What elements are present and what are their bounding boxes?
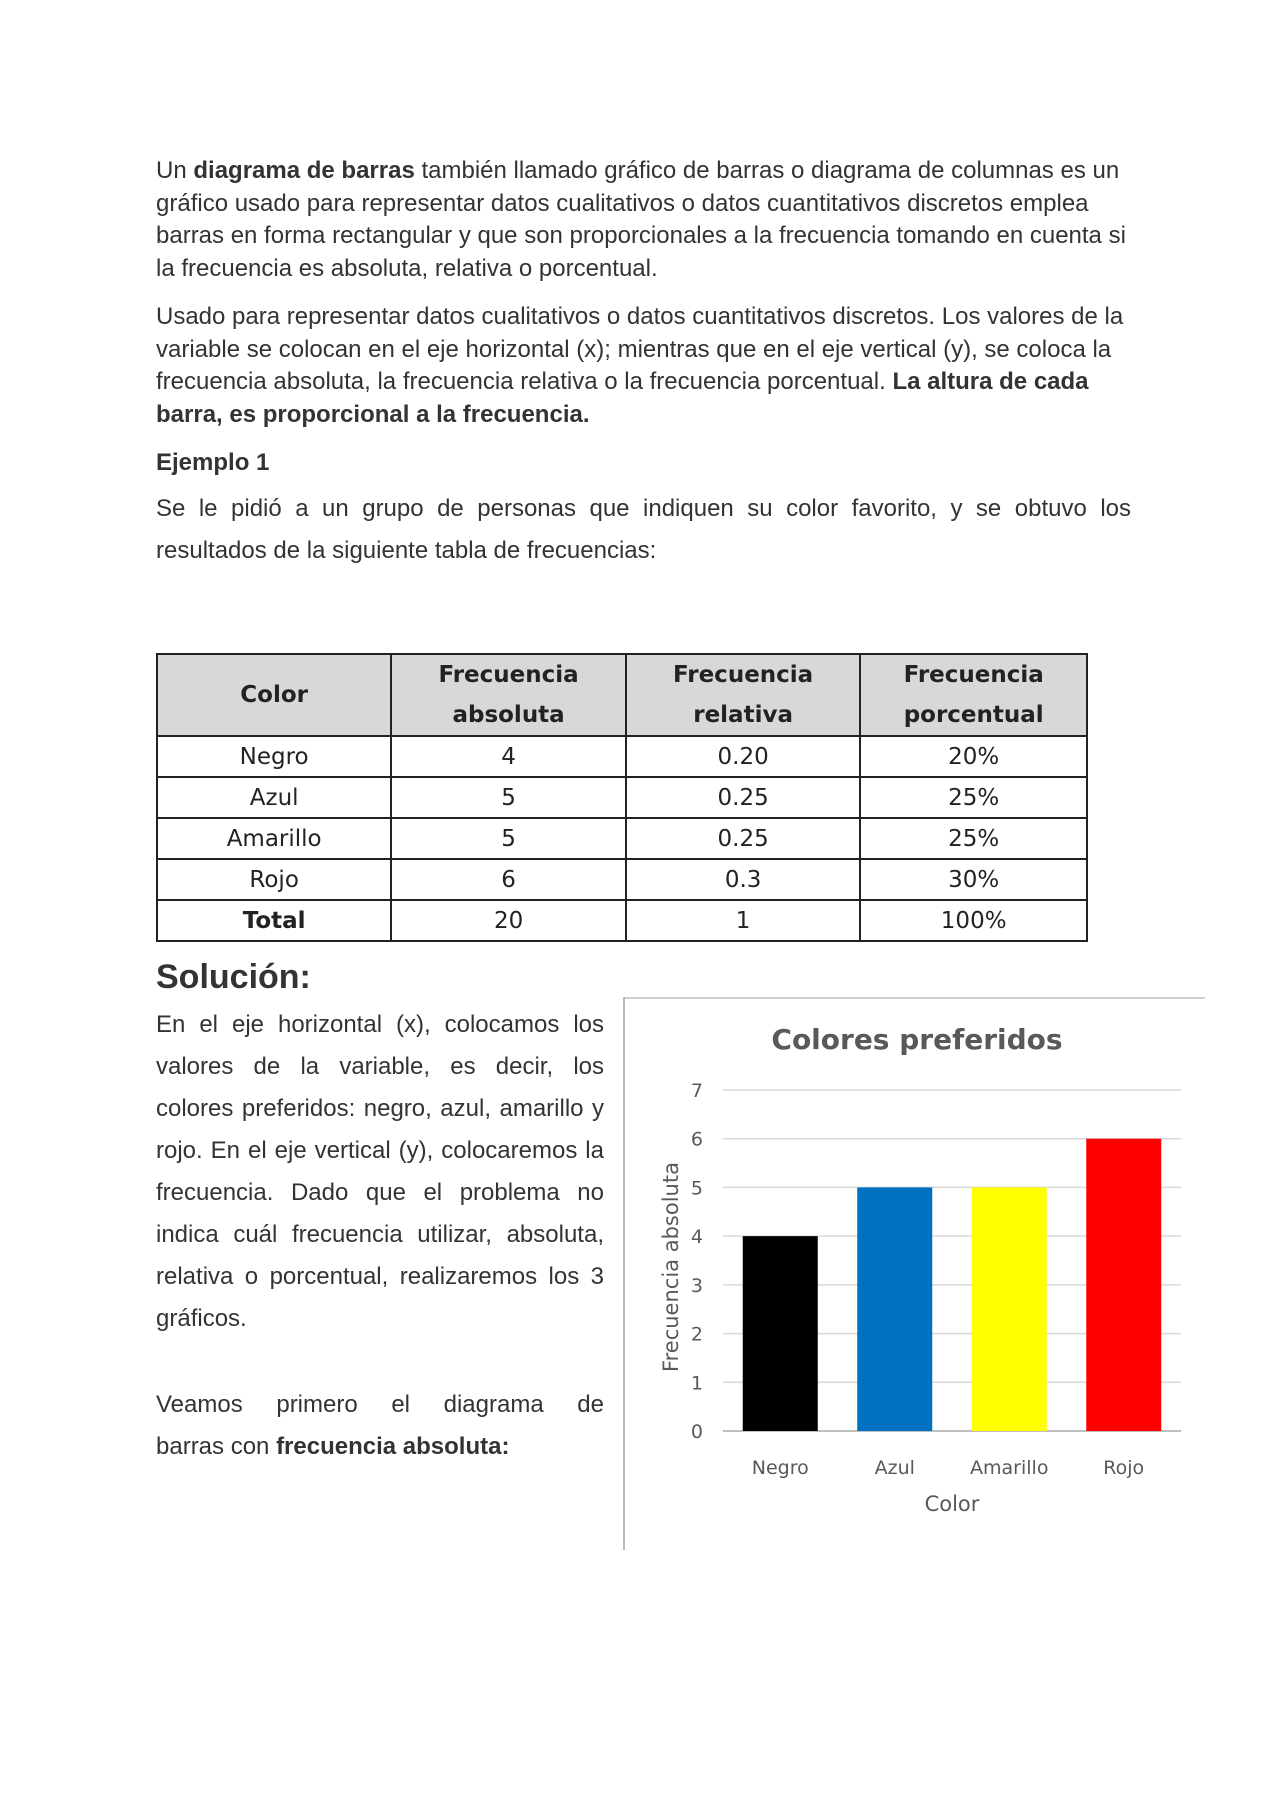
table-cell: 0.25 (626, 777, 861, 818)
table-cell: 20% (860, 736, 1087, 777)
table-header-absolute: Frecuencia absoluta (391, 654, 626, 736)
table-cell: Negro (157, 736, 391, 777)
table-header-percent: Frecuencia porcentual (860, 654, 1087, 736)
solution-title: Solución: (156, 958, 311, 996)
table-cell: 0.3 (626, 859, 861, 900)
table-cell: 5 (391, 777, 626, 818)
example-statement-line-1: Se le pidió a un grupo de personas que indiquen su color favorito, y se obtuvo los (156, 495, 1131, 522)
bar-rojo (1086, 1139, 1161, 1431)
intro-text-rest: también llamado gráfico de barras o diagrama de columnas es un gráfico usado para representar datos cualitativos o datos cuantitativos discretos emplea barras en forma rectangular y que son proporcionales a la frecuencia tomando en cuenta si la frecuencia es absoluta, relativa o porcentual. (156, 157, 1126, 282)
y-tick-label: 3 (690, 1274, 703, 1297)
y-tick-label: 2 (690, 1323, 703, 1346)
solution-next-paragraph (156, 1384, 604, 1468)
table-cell: Rojo (157, 859, 391, 900)
intro-paragraph-2 (156, 301, 1131, 431)
table-cell: 0.20 (626, 736, 861, 777)
table-total-absolute: 20 (391, 900, 626, 941)
example-title: Ejemplo 1 (156, 449, 270, 476)
table-total-percent: 100% (860, 900, 1087, 941)
table-cell: 6 (391, 859, 626, 900)
table-cell: 4 (391, 736, 626, 777)
y-tick-label: 1 (690, 1372, 703, 1395)
solution-paragraph: En el eje horizontal (x), colocamos los valores de la variable, es decir, los colores preferidos: negro, azul, amarillo y rojo. En el eje vertical (y), colocaremos la frecuencia. Dado que el problema no indica cuál frecuencia utilizar, absoluta, relativa o porcentual, realizaremos los 3 gráficos. (156, 1011, 604, 1332)
x-tick-label: Azul (874, 1457, 915, 1479)
chart-x-axis-label: Color (924, 1492, 980, 1516)
table-header-relative: Frecuencia relativa (626, 654, 861, 736)
y-tick-label: 7 (690, 1080, 703, 1102)
bar-azul (857, 1187, 932, 1431)
y-tick-label: 4 (690, 1226, 703, 1249)
usage-bold-statement: La altura de cada barra, es proporcional a la frecuencia. (156, 368, 1089, 428)
table-cell: 5 (391, 818, 626, 859)
table-cell: 25% (860, 777, 1087, 818)
example-statement (156, 488, 1131, 572)
table-row (157, 859, 1087, 900)
table-cell: 0.25 (626, 818, 861, 859)
example-statement-line-2: resultados de la siguiente tabla de frecuencias: (156, 537, 657, 564)
y-tick-label: 0 (690, 1421, 703, 1443)
table-total-label: Total (157, 900, 391, 941)
solution-next-text: barras con (156, 1433, 277, 1460)
bar-chart (623, 997, 1205, 1550)
table-header-row (157, 654, 1087, 736)
table-total-relative: 1 (626, 900, 861, 941)
table-cell: Azul (157, 777, 391, 818)
intro-paragraph-1 (156, 155, 1131, 285)
chart-y-axis-label: Frecuencia absoluta (659, 1162, 683, 1372)
x-tick-label: Amarillo (970, 1457, 1049, 1479)
chart-title: Colores preferidos (771, 1023, 1063, 1056)
table-cell: Amarillo (157, 818, 391, 859)
table-row (157, 818, 1087, 859)
table-cell: 30% (860, 859, 1087, 900)
table-cell: 25% (860, 818, 1087, 859)
chart-x-ticks (752, 1457, 1144, 1479)
table-total-row (157, 900, 1087, 941)
frequency-table (156, 653, 1088, 942)
x-tick-label: Rojo (1103, 1457, 1145, 1479)
intro-text: Un (156, 157, 194, 184)
y-tick-label: 5 (690, 1177, 703, 1200)
x-tick-label: Negro (751, 1457, 809, 1479)
bar-chart-svg (623, 997, 1205, 1550)
y-tick-label: 6 (690, 1128, 703, 1151)
table-row (157, 777, 1087, 818)
usage-text: Usado para representar datos cualitativos o datos cuantitativos discretos. Los valores de la variable se colocan en el eje horizontal (x); mientras que en el eje vertical (y), se coloca la frecuencia absoluta, la frecuencia relativa o la frecuencia porcentual. (156, 303, 1124, 395)
intro-bold-term: diagrama de barras (193, 157, 415, 184)
bar-amarillo (972, 1187, 1047, 1431)
bar-negro (743, 1236, 818, 1431)
solution-next-bold: frecuencia absoluta: (276, 1433, 510, 1460)
solution-next-line-1: Veamos primero el diagrama de (156, 1391, 604, 1418)
table-header-color: Color (157, 654, 391, 736)
table-row (157, 736, 1087, 777)
